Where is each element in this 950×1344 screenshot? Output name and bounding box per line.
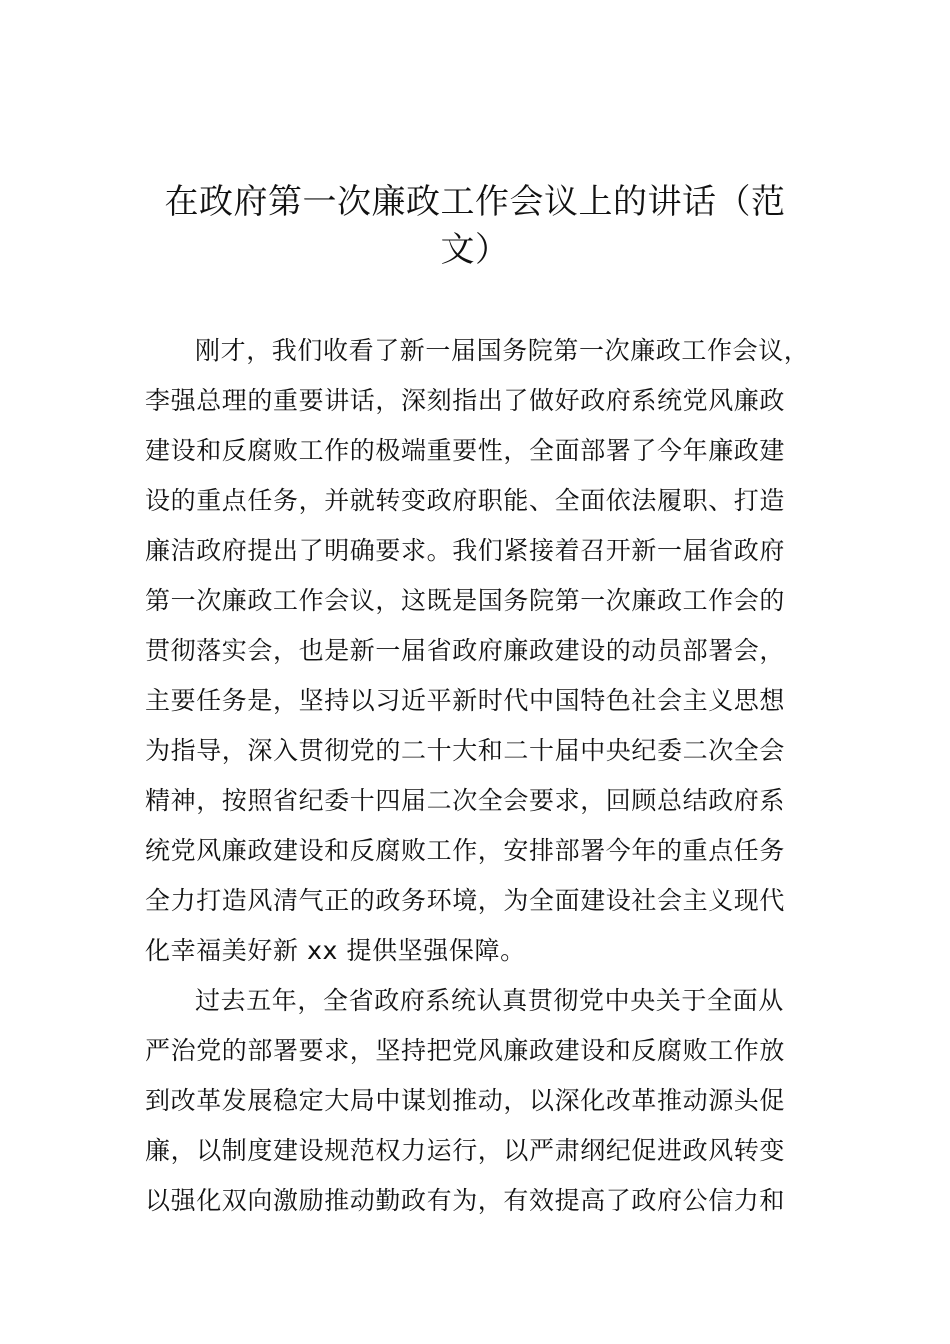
text-line: 过去五年，全省政府系统认真贯彻党中央关于全面从 [195,986,784,1015]
text-line: 设的重点任务，并就转变政府职能、全面依法履职、打造 [145,486,786,515]
text-line: 统党风廉政建设和反腐败工作，安排部署今年的重点任务 [145,836,786,865]
paragraph-2 [145,976,835,1226]
title-line: 文） [440,230,510,270]
text-line: 刚才，我们收看了新一届国务院第一次廉政工作会议， [195,336,810,365]
text-line: 以强化双向激励推动勤政有为，有效提高了政府公信力和 [145,1186,786,1215]
document-title [140,178,810,274]
text-line: 李强总理的重要讲话，深刻指出了做好政府系统党风廉政 [145,386,786,415]
text-line: 精神，按照省纪委十四届二次全会要求，回顾总结政府系 [145,786,786,815]
paragraph-1 [145,326,835,976]
text-line: 主要任务是，坚持以习近平新时代中国特色社会主义思想 [145,686,786,715]
title-line: 在政府第一次廉政工作会议上的讲话（范 [164,182,786,222]
text-line: 建设和反腐败工作的极端重要性，全面部署了今年廉政建 [145,436,786,465]
text-line: 第一次廉政工作会议，这既是国务院第一次廉政工作会的 [145,586,786,615]
text-line: 廉洁政府提出了明确要求。我们紧接着召开新一届省政府 [145,536,786,565]
text-line: 严治党的部署要求，坚持把党风廉政建设和反腐败工作放 [145,1036,786,1065]
text-line: 廉，以制度建设规范权力运行，以严肃纲纪促进政风转变 [145,1136,786,1165]
text-line: 贯彻落实会，也是新一届省政府廉政建设的动员部署会， [145,636,786,665]
text-line: 化幸福美好新 xx 提供坚强保障。 [145,936,526,965]
text-line: 为指导，深入贯彻党的二十大和二十届中央纪委二次全会 [145,736,786,765]
text-line: 到改革发展稳定大局中谋划推动，以深化改革推动源头促 [145,1086,786,1115]
text-line: 全力打造风清气正的政务环境，为全面建设社会主义现代 [145,886,786,915]
document-body [145,326,835,1226]
